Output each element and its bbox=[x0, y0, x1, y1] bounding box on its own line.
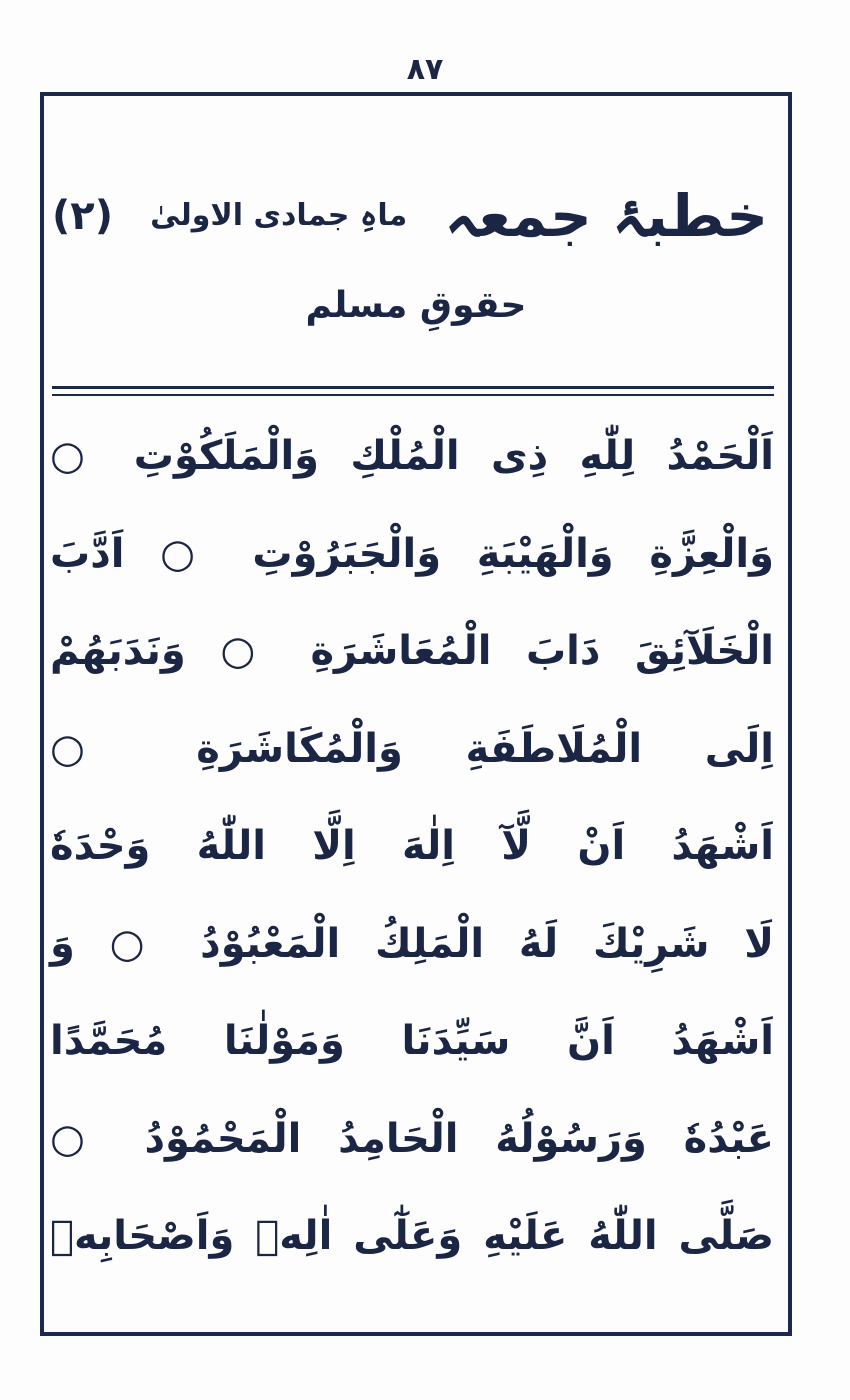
text-line: اَشْهَدُ اَنْ لَّآ اِلٰهَ اِلَّا اللّٰهُ وَحْدَهٗ bbox=[50, 823, 774, 869]
page-frame bbox=[40, 92, 792, 1336]
sermon-month: ماہِ جمادی الاولیٰ bbox=[150, 198, 408, 233]
sermon-title: خطبۂ جمعہ bbox=[444, 182, 768, 250]
text-line: اِلَى الْمُلَاطَفَةِ وَالْمُكَاشَرَةِ ○ bbox=[50, 725, 774, 772]
text-line: صَلَّى اللّٰهُ عَلَيْهِ وَعَلٰٓى اٰلِهٖ وَاَصْحَابِهٖ bbox=[50, 1213, 774, 1259]
divider-top bbox=[52, 386, 774, 389]
text-line: اَلْحَمْدُ لِلّٰهِ ذِی الْمُلْكِ وَالْمَلَكُوْتِ ○ bbox=[50, 433, 774, 479]
divider-bottom bbox=[52, 394, 774, 396]
text-line: الْخَلَآئِقَ دَابَ الْمُعَاشَرَةِ ○ وَنَدَبَهُمْ bbox=[50, 628, 774, 674]
text-line: عَبْدُهٗ وَرَسُوْلُهُ الْحَامِدُ الْمَحْمُوْدُ ○ bbox=[50, 1115, 774, 1162]
text-line: اَشْهَدُ اَنَّ سَيِّدَنَا وَمَوْلٰنَا مُحَمَّدًا bbox=[50, 1018, 774, 1064]
page-number: ٨٧ bbox=[406, 52, 444, 87]
sermon-header bbox=[52, 166, 768, 266]
text-line: وَالْعِزَّةِ وَالْهَيْبَةِ وَالْجَبَرُوْتِ ○ اَدَّبَ bbox=[50, 530, 774, 577]
sermon-number: (۲) bbox=[52, 193, 113, 239]
sermon-body bbox=[50, 408, 774, 1286]
sermon-subtitle: حقوقِ مسلم bbox=[305, 285, 527, 326]
text-line: لَا شَرِيْكَ لَهُ الْمَلِكُ الْمَعْبُوْدُ ○ وَ bbox=[50, 920, 774, 967]
